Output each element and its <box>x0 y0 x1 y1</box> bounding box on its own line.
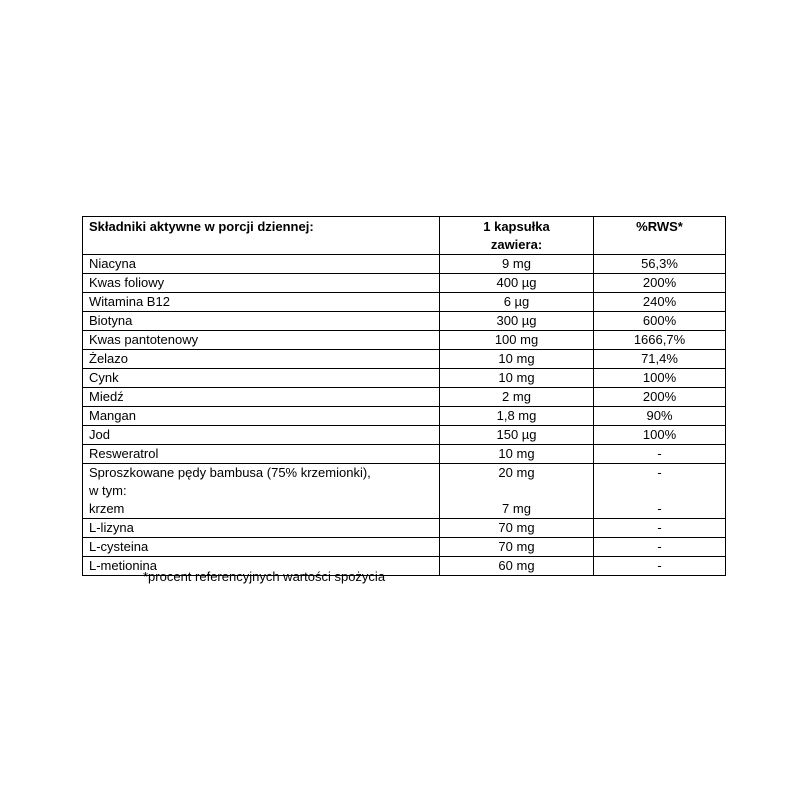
ingredient-amount: 10 mg <box>440 445 594 464</box>
ingredient-amount: 70 mg <box>440 519 594 538</box>
table-row <box>83 388 726 407</box>
header-amount-line1: 1 kapsułka <box>483 219 550 234</box>
ingredient-name: Biotyna <box>83 312 440 331</box>
nutrition-table <box>82 216 726 576</box>
ingredient-amount: 9 mg <box>440 255 594 274</box>
ingredient-amount: 60 mg <box>440 557 594 576</box>
table-row <box>83 369 726 388</box>
ingredient-rws: 600% <box>594 312 726 331</box>
ingredient-amount-bamboo <box>440 464 594 519</box>
ingredient-name: Witamina B12 <box>83 293 440 312</box>
table-row <box>83 293 726 312</box>
ingredient-rws: 56,3% <box>594 255 726 274</box>
bamboo-sub-rws: - <box>657 501 662 516</box>
ingredient-name: L-lizyna <box>83 519 440 538</box>
ingredient-name: Cynk <box>83 369 440 388</box>
bamboo-sub-amount: 7 mg <box>502 501 531 516</box>
ingredient-rws: - <box>594 519 726 538</box>
table-row-bamboo <box>83 464 726 519</box>
bamboo-rws-spacer <box>600 482 719 500</box>
ingredient-rws: 100% <box>594 369 726 388</box>
ingredient-amount: 10 mg <box>440 369 594 388</box>
ingredient-amount: 10 mg <box>440 350 594 369</box>
ingredient-name: Mangan <box>83 407 440 426</box>
table-row <box>83 350 726 369</box>
nutrition-table-container <box>82 216 726 576</box>
ingredient-amount: 400 µg <box>440 274 594 293</box>
header-amount <box>440 217 594 255</box>
table-row <box>83 519 726 538</box>
ingredient-amount: 1,8 mg <box>440 407 594 426</box>
ingredient-amount: 2 mg <box>440 388 594 407</box>
ingredient-amount: 300 µg <box>440 312 594 331</box>
ingredient-name: L-metionina <box>83 557 440 576</box>
bamboo-name-line3: krzem <box>89 501 125 516</box>
ingredient-rws: 100% <box>594 426 726 445</box>
ingredient-rws: 71,4% <box>594 350 726 369</box>
table-row <box>83 445 726 464</box>
ingredient-rws: - <box>594 445 726 464</box>
table-row <box>83 255 726 274</box>
ingredient-amount: 6 µg <box>440 293 594 312</box>
table-row <box>83 426 726 445</box>
ingredient-rws: 1666,7% <box>594 331 726 350</box>
ingredient-rws: 240% <box>594 293 726 312</box>
table-header-row <box>83 217 726 255</box>
header-ingredients: Składniki aktywne w porcji dziennej: <box>83 217 440 255</box>
ingredient-amount: 100 mg <box>440 331 594 350</box>
ingredient-name: L-cysteina <box>83 538 440 557</box>
ingredient-name: Kwas foliowy <box>83 274 440 293</box>
ingredient-rws: 90% <box>594 407 726 426</box>
footnote: *procent referencyjnych wartości spożycia <box>143 569 386 584</box>
bamboo-amount: 20 mg <box>498 465 535 480</box>
ingredient-rws: - <box>594 538 726 557</box>
ingredient-amount: 70 mg <box>440 538 594 557</box>
table-row <box>83 274 726 293</box>
bamboo-amount-spacer <box>446 482 587 500</box>
ingredient-rws-bamboo <box>594 464 726 519</box>
ingredient-rws: 200% <box>594 274 726 293</box>
ingredient-name: Niacyna <box>83 255 440 274</box>
ingredient-rws: - <box>594 557 726 576</box>
ingredient-name: Resweratrol <box>83 445 440 464</box>
table-row <box>83 312 726 331</box>
ingredient-name: Jod <box>83 426 440 445</box>
ingredient-rws: 200% <box>594 388 726 407</box>
bamboo-name-line2: w tym: <box>89 483 127 498</box>
bamboo-name-line1: Sproszkowane pędy bambusa (75% krzemionki), <box>89 465 371 480</box>
ingredient-name: Miedź <box>83 388 440 407</box>
header-amount-line2: zawiera: <box>490 237 543 252</box>
table-row <box>83 331 726 350</box>
ingredient-name: Kwas pantotenowy <box>83 331 440 350</box>
ingredient-name: Żelazo <box>83 350 440 369</box>
header-rws: %RWS* <box>594 217 726 255</box>
table-row <box>83 538 726 557</box>
ingredient-amount: 150 µg <box>440 426 594 445</box>
bamboo-rws: - <box>657 465 662 480</box>
table-row <box>83 407 726 426</box>
ingredient-name-bamboo <box>83 464 440 519</box>
